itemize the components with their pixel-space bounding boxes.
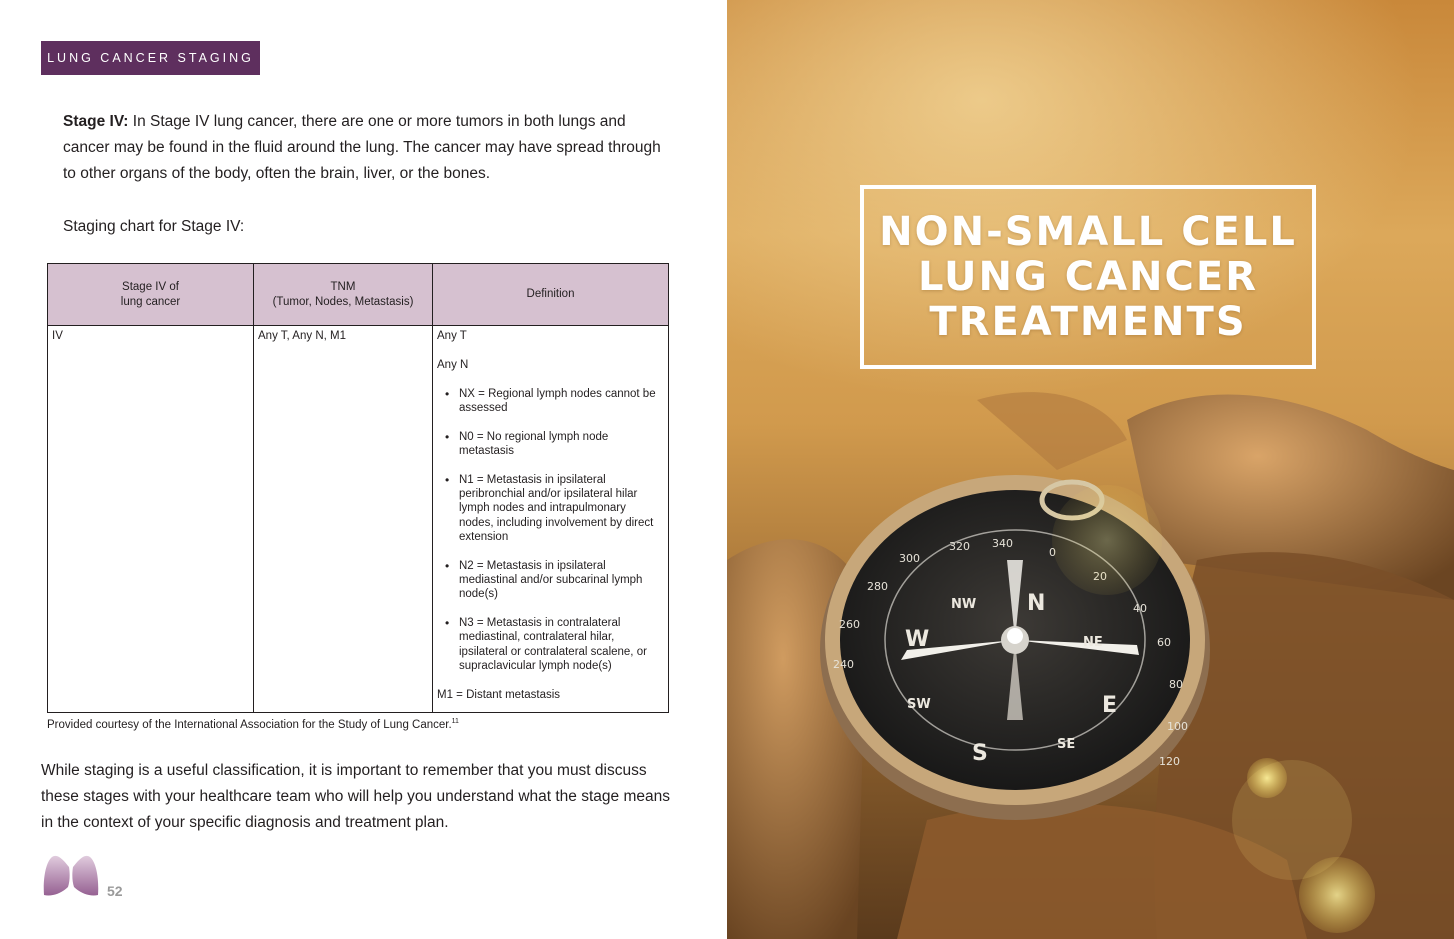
header-definition: Definition <box>433 264 669 326</box>
courtesy-ref: 11 <box>451 718 459 725</box>
compass-deg-60: 60 <box>1157 636 1171 649</box>
compass-deg-320: 320 <box>949 540 970 553</box>
page-number: 52 <box>107 883 123 899</box>
list-item: • N0 = No regional lymph node metastasis <box>437 430 664 459</box>
compass-label-nw: NW <box>951 597 977 612</box>
n-category-list <box>437 387 664 674</box>
compass-label-ne: NE <box>1083 635 1103 650</box>
header-stage <box>48 264 254 326</box>
compass-label-s: S <box>972 741 988 766</box>
chapter-title-line-2: LUNG CANCER <box>917 253 1259 300</box>
header-tnm-line1: TNM <box>330 281 356 294</box>
table-row <box>48 326 669 713</box>
cell-stage: IV <box>48 326 254 713</box>
compass-deg-340: 340 <box>992 537 1013 550</box>
compass-deg-100: 100 <box>1167 720 1188 733</box>
compass-photo <box>727 0 1454 939</box>
compass-deg-300: 300 <box>899 552 920 565</box>
stage-iv-lead: Stage IV: <box>63 113 129 130</box>
compass-deg-80: 80 <box>1169 678 1183 691</box>
def-any-t: Any T <box>437 330 467 342</box>
header-tnm <box>254 264 433 326</box>
compass-deg-280: 280 <box>867 580 888 593</box>
stage-iv-text: In Stage IV lung cancer, there are one or more tumors in both lungs and cancer may be found in the fluid around the lung. The cancer may have spread through to other organs of the body, often the brain, liver, or the bones. <box>63 113 661 182</box>
table-header-row <box>48 264 669 326</box>
compass-deg-20: 20 <box>1093 570 1107 583</box>
def-any-n: Any N <box>437 358 469 371</box>
chapter-title-box <box>860 185 1316 369</box>
cell-definition <box>433 326 669 713</box>
header-stage-line1: Stage IV of <box>122 281 179 294</box>
header-stage-line2: lung cancer <box>120 295 181 308</box>
compass-label-se: SE <box>1057 737 1076 752</box>
compass-deg-0: 0 <box>1049 546 1056 559</box>
stage-iv-intro <box>63 109 663 187</box>
chart-label: Staging chart for Stage IV: <box>63 218 245 235</box>
section-tag: LUNG CANCER STAGING <box>41 41 260 75</box>
compass-deg-40: 40 <box>1133 602 1147 615</box>
courtesy-text: Provided courtesy of the International Association for the Study of Lung Cancer. <box>47 718 452 731</box>
compass-label-e: E <box>1102 693 1118 718</box>
def-m1: M1 = Distant metastasis <box>437 688 561 701</box>
compass-label-sw: SW <box>907 697 931 712</box>
compass-label-w: W <box>905 627 930 652</box>
closing-paragraph: While staging is a useful classification, it is important to remember that you must discuss these stages with your healthcare team who will help you understand what the stage means in the context of your specific diagnosis and treatment plan. <box>41 762 670 831</box>
header-tnm-line2: (Tumor, Nodes, Metastasis) <box>272 295 414 308</box>
list-item: • N1 = Metastasis in ipsilateral peribronchial and/or ipsilateral hilar lymph nodes and intrapulmonary nodes, including involvement by direct extension <box>437 473 664 544</box>
chapter-title-line-1: NON-SMALL CELL <box>879 208 1297 255</box>
list-item: • NX = Regional lymph nodes cannot be assessed <box>437 387 664 416</box>
cell-tnm: Any T, Any N, M1 <box>254 326 433 713</box>
lungs-icon <box>42 847 100 899</box>
compass-label-n: N <box>1027 591 1046 616</box>
courtesy-note <box>47 718 459 731</box>
compass-deg-260: 260 <box>839 618 860 631</box>
list-item: • N3 = Metastasis in contralateral mediastinal, contralateral hilar, ipsilateral or contralateral scalene, or supraclavicular lymph node(s) <box>437 616 664 673</box>
chapter-title-line-3: TREATMENTS <box>929 298 1247 345</box>
list-item: • N2 = Metastasis in ipsilateral mediastinal and/or subcarinal lymph node(s) <box>437 559 664 602</box>
compass-deg-240: 240 <box>833 658 854 671</box>
staging-table <box>47 263 669 713</box>
right-page <box>727 0 1454 939</box>
compass-deg-120: 120 <box>1159 755 1180 768</box>
